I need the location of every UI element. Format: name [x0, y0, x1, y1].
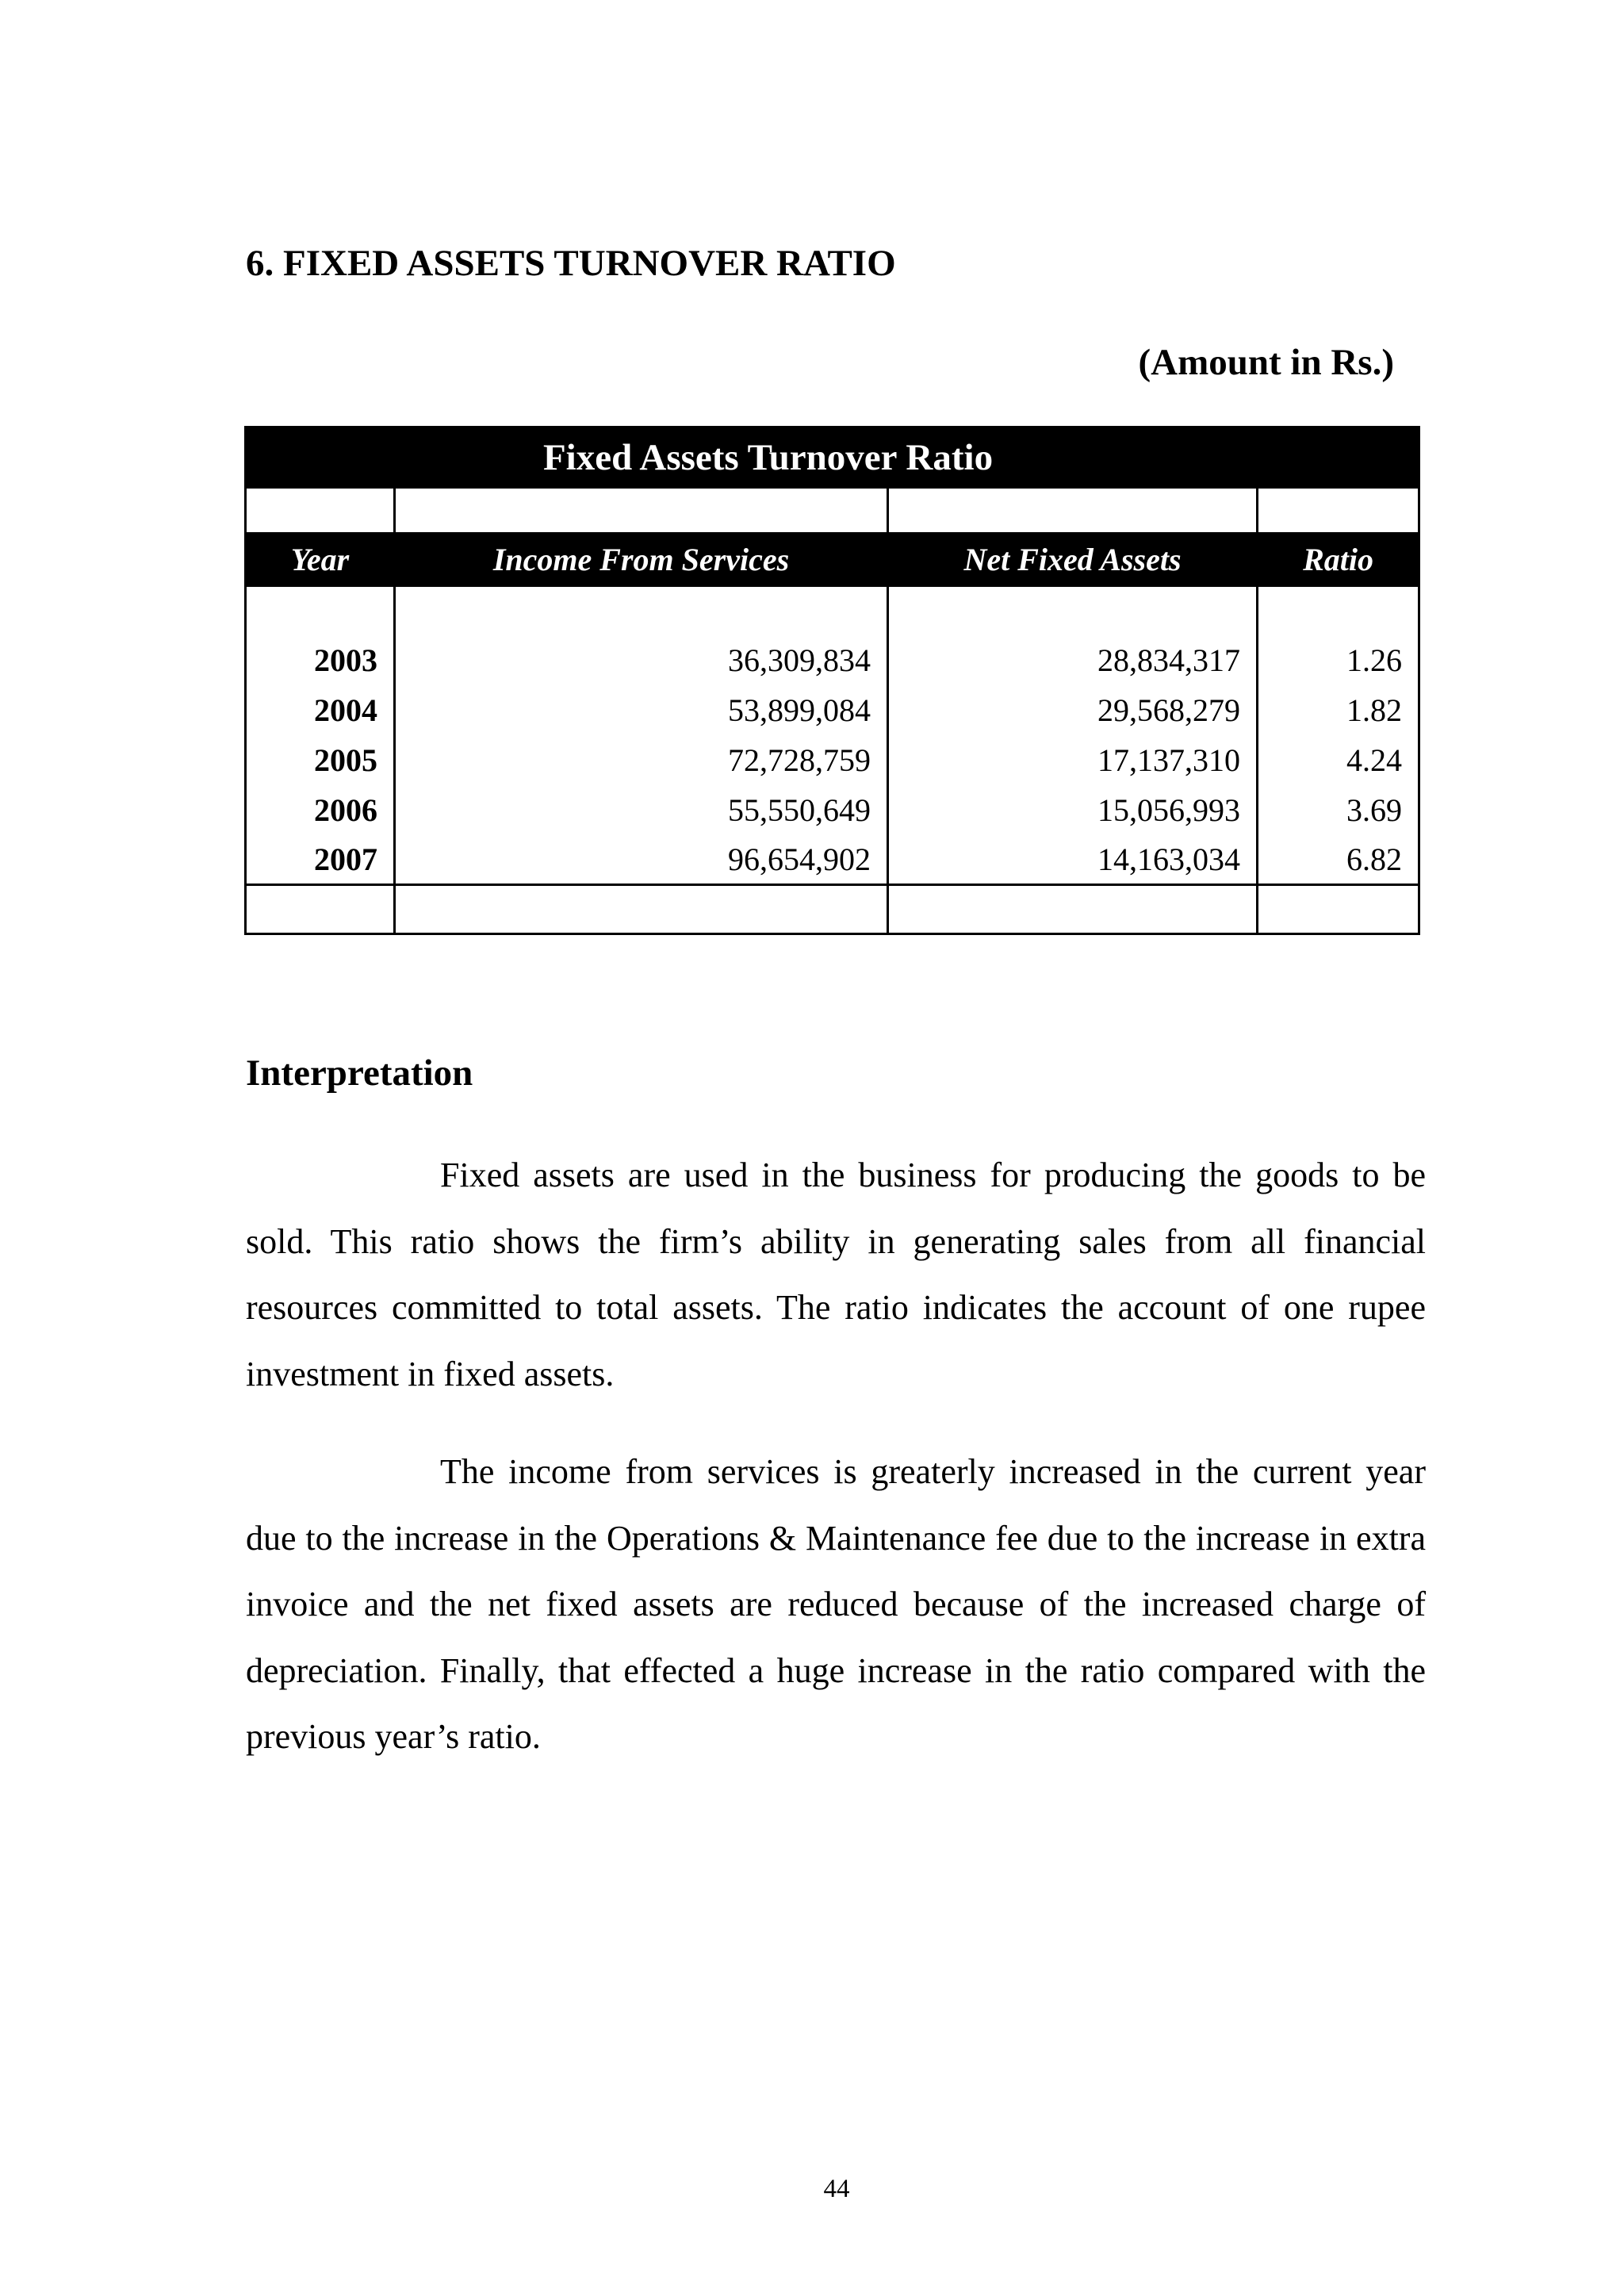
ratio-cell: 4.24 [1258, 735, 1419, 785]
table-row [246, 635, 1419, 685]
income-cell: 55,550,649 [395, 785, 888, 835]
assets-cell: 15,056,993 [888, 785, 1258, 835]
amount-note: (Amount in Rs.) [1138, 342, 1394, 383]
table-title: Fixed Assets Turnover Ratio [246, 427, 1419, 488]
section-heading: 6. FIXED ASSETS TURNOVER RATIO [246, 243, 896, 284]
table-header-row [246, 534, 1419, 586]
column-header-year: Year [246, 534, 395, 586]
assets-cell: 28,834,317 [888, 635, 1258, 685]
income-cell: 72,728,759 [395, 735, 888, 785]
table-row [246, 835, 1419, 885]
year-cell: 2004 [246, 685, 395, 735]
ratio-cell: 6.82 [1258, 835, 1419, 885]
year-cell: 2006 [246, 785, 395, 835]
table-row [246, 785, 1419, 835]
ratio-table [244, 426, 1420, 935]
year-cell: 2003 [246, 635, 395, 685]
interpretation-paragraph-2: The income from services is greaterly increased in the current year due to the increase in the Operations & Maintenance fee due to the increase in extra invoice and the net fixed assets are reduced because of the increased charge of depreciation. Finally, that effected a huge increase in the ratio compared with the previous year’s ratio. [246, 1452, 1426, 1756]
year-cell: 2005 [246, 735, 395, 785]
table-tail-row [246, 885, 1419, 934]
assets-cell: 29,568,279 [888, 685, 1258, 735]
ratio-cell: 1.82 [1258, 685, 1419, 735]
table-spacer-row [246, 586, 1419, 635]
ratio-cell: 3.69 [1258, 785, 1419, 835]
ratio-cell: 1.26 [1258, 635, 1419, 685]
table-row [246, 735, 1419, 785]
table-row [246, 685, 1419, 735]
interpretation-heading: Interpretation [246, 1052, 473, 1094]
assets-cell: 14,163,034 [888, 835, 1258, 885]
income-cell: 96,654,902 [395, 835, 888, 885]
page-number: 44 [823, 2175, 850, 2203]
table-blank-row [246, 488, 1419, 534]
interpretation-paragraph-1: Fixed assets are used in the business for producing the goods to be sold. This ratio shows the firm’s ability in generating sales from all financial resources committed to total assets. The ratio indicates the account of one rupee investment in fixed assets. [246, 1156, 1426, 1393]
column-header-ratio: Ratio [1258, 534, 1419, 586]
income-cell: 36,309,834 [395, 635, 888, 685]
column-header-assets: Net Fixed Assets [888, 534, 1258, 586]
assets-cell: 17,137,310 [888, 735, 1258, 785]
column-header-income: Income From Services [395, 534, 888, 586]
year-cell: 2007 [246, 835, 395, 885]
table-title-row [246, 427, 1419, 488]
income-cell: 53,899,084 [395, 685, 888, 735]
